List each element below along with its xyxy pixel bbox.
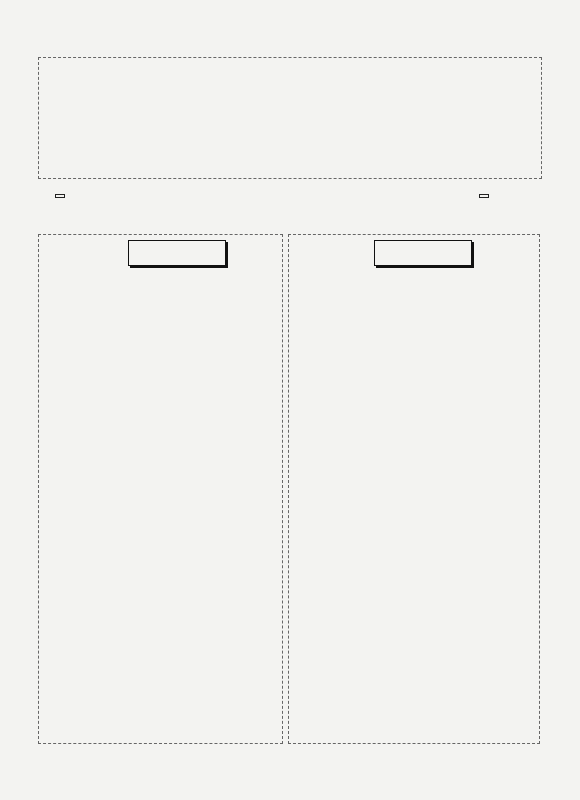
- gosho-box: [479, 194, 489, 198]
- top-formation-box: [38, 57, 542, 179]
- taiho-box: [55, 194, 65, 198]
- east-group-box: [38, 234, 283, 744]
- west-header: [374, 240, 472, 266]
- west-group-box: [288, 234, 540, 744]
- east-header: [128, 240, 226, 266]
